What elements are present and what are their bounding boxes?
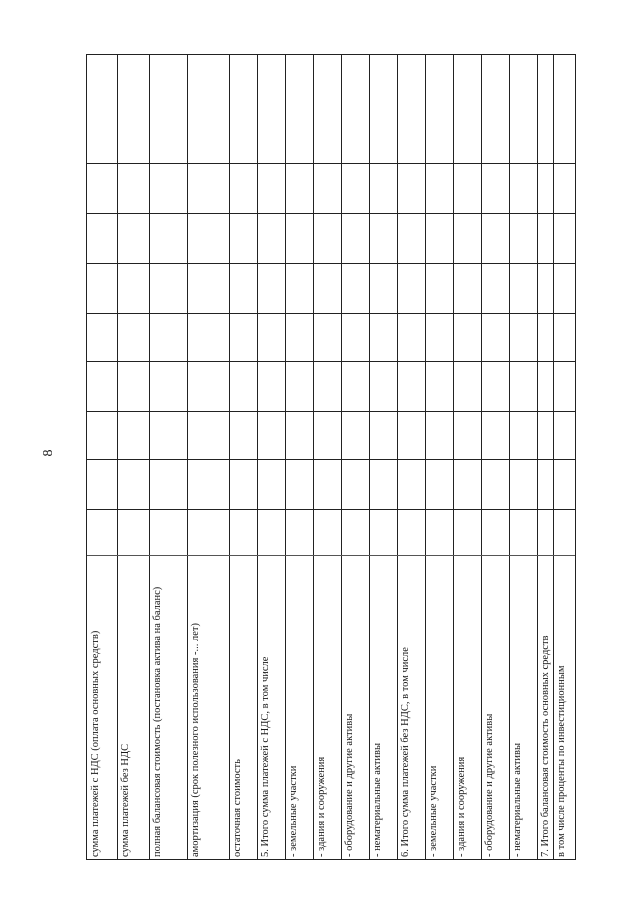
row-label: - земельные участки (428, 765, 439, 857)
column-divider (87, 313, 575, 314)
row-divider (117, 55, 118, 859)
column-divider (87, 213, 575, 214)
row-divider (481, 55, 482, 859)
row-divider (425, 55, 426, 859)
column-divider (87, 509, 575, 510)
row-divider (285, 55, 286, 859)
row-divider (313, 55, 314, 859)
row-label: 6. Итого сумма платежей без НДС, в том числе (400, 647, 411, 857)
row-label: - оборудование и другие активы (344, 713, 355, 857)
column-divider (87, 163, 575, 164)
row-label: - нематериальные активы (512, 742, 523, 857)
row-divider (537, 55, 538, 859)
row-divider (553, 55, 554, 859)
column-divider (87, 459, 575, 460)
label-column-border (87, 555, 575, 556)
row-label: - здания и сооружения (316, 756, 327, 857)
row-label: - нематериальные активы (372, 742, 383, 857)
row-label: - здания и сооружения (456, 756, 467, 857)
row-divider (397, 55, 398, 859)
row-label: полная балансовая стоимость (постановка актива на баланс) (152, 586, 163, 857)
column-divider (87, 411, 575, 412)
row-divider (341, 55, 342, 859)
row-label: в том числе проценты по инвестиционным (556, 665, 567, 857)
column-divider (87, 361, 575, 362)
row-divider (187, 55, 188, 859)
financial-table (86, 54, 576, 860)
column-divider (87, 263, 575, 264)
row-label: - оборудование и другие активы (484, 713, 495, 857)
row-divider (453, 55, 454, 859)
row-label: сумма платежей с НДС (оплата основных средств) (90, 630, 101, 857)
row-divider (149, 55, 150, 859)
row-divider (509, 55, 510, 859)
page-number: 8 (41, 449, 56, 457)
row-label: сумма платежей без НДС (120, 743, 131, 857)
row-label: амортизация (срок полезного использования -... лет) (190, 623, 201, 857)
row-label: остаточная стоимость (232, 759, 243, 857)
row-divider (229, 55, 230, 859)
row-divider (369, 55, 370, 859)
row-label: - земельные участки (288, 765, 299, 857)
row-label: 7. Итого балансовая стоимость основных средств (540, 635, 551, 857)
row-divider (257, 55, 258, 859)
row-label: 5. Итого сумма платежей с НДС, в том числе (260, 656, 271, 857)
